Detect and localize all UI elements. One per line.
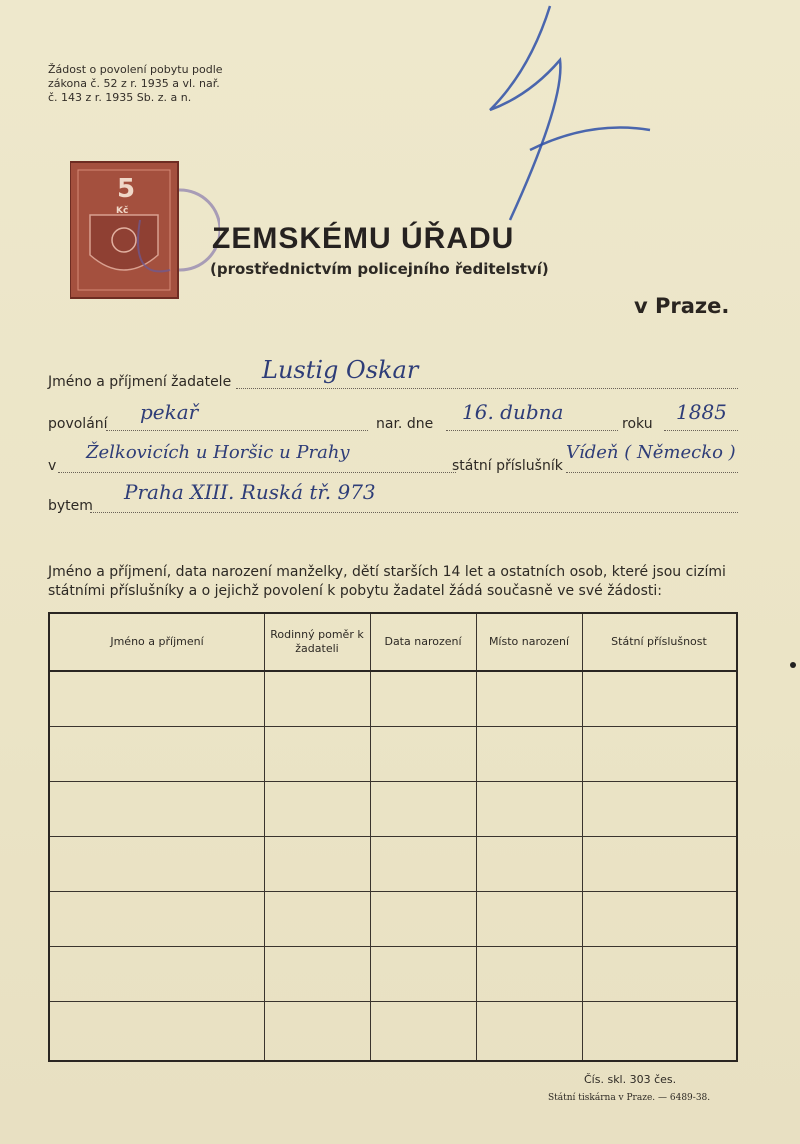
law-line: zákona č. 52 z r. 1935 a vl. nař. [48,77,220,90]
residence-line [90,512,738,513]
stamp-currency: Kč [116,206,129,216]
stamp-graphic [70,160,220,310]
table-row[interactable] [50,781,736,782]
place-value[interactable]: Želkovicích u Horšic u Prahy [86,442,350,463]
instruction-paragraph: Jméno a příjmení, data narození manželky, dětí starších 14 let a ostatních osob, které jsou cizími státními příslušníky a o jejichž povolení k pobytu žadatel žádá současně ve své žádosti: [48,564,726,599]
occupation-label: povolání [48,416,108,432]
column-header: Státní příslušnost [611,635,707,648]
law-reference [48,63,223,105]
column-divider [370,614,371,1060]
law-line: Žádost o povolení pobytu podle [48,63,223,76]
printer-note: Státní tiskárna v Praze. — 6489-38. [548,1093,711,1103]
column-header: Jméno a příjmení [110,635,204,648]
table-row[interactable] [50,836,736,837]
born-label: nar. dne [376,416,434,432]
law-line: č. 143 z r. 1935 Sb. z. a n. [48,91,192,104]
residence-label: bytem [48,498,93,514]
place-line [58,472,456,473]
citizen-line [566,472,738,473]
pen-mark [470,0,670,240]
city-line: v Praze. [634,294,730,318]
in-label: v [48,458,57,474]
name-value[interactable]: Lustig Oskar [262,356,419,384]
occupation-value[interactable]: pekař [140,400,199,424]
header-divider [50,670,736,672]
table-row[interactable] [50,891,736,892]
year-value[interactable]: 1885 [676,400,727,424]
revenue-stamp [70,160,180,300]
citizen-label: státní příslušník [452,458,563,474]
column-divider [264,614,265,1060]
name-line [236,388,738,389]
citizen-value[interactable]: Vídeň ( Německo ) [566,442,736,463]
via-subtitle: (prostřednictvím policejního ředitelství) [210,260,549,278]
form-number: Čís. skl. 303 čes. [584,1073,677,1086]
column-header: Rodinný poměr k žadateli [270,628,364,655]
column-divider [476,614,477,1060]
authority-title: ZEMSKÉMU ÚŘADU [212,222,515,255]
column-header: Místo narození [488,635,570,648]
year-label: roku [622,416,653,432]
edge-dot [790,662,796,668]
occupation-line [106,430,368,431]
column-divider [582,614,583,1060]
residence-value[interactable]: Praha XIII. Ruská tř. 973 [124,480,376,504]
table-row[interactable] [50,726,736,727]
persons-table [48,612,738,1062]
born-value[interactable]: 16. dubna [462,400,564,424]
born-line [446,430,618,431]
stamp-value: 5 [117,174,136,204]
table-row[interactable] [50,1001,736,1002]
year-line [664,430,738,431]
name-label: Jméno a příjmení žadatele [48,374,232,390]
table-row[interactable] [50,946,736,947]
column-header: Data narození [384,635,462,648]
